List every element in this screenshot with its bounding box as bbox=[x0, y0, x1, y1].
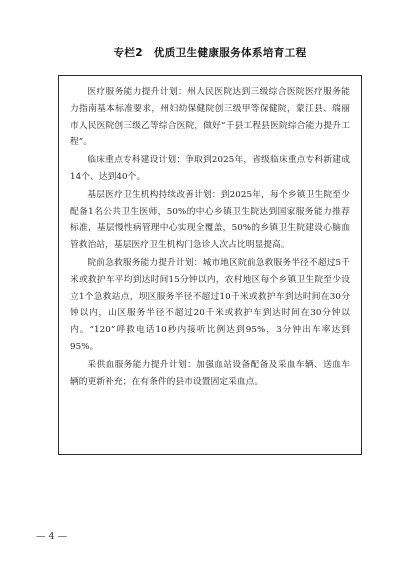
page-number: — 4 — bbox=[36, 531, 68, 542]
paragraph-pre-hospital-emergency: 院前急救服务能力提升计划：城市地区院前急救服务半径不超过5千米或救护车平均到达时间15分钟以内，农村地区每个乡镇卫生院至少设立1个急救站点，坝区服务半径不超过10千米或救护车到达时间在30分钟以内，山区服务半径不超过20千米或救护车到达时间在30分钟以内。“120”呼救电话10秒内接听比例达到95%，3分钟出车率达到95%。 bbox=[70, 257, 350, 352]
callout-box bbox=[58, 75, 362, 455]
page-title: 专栏2 优质卫生健康服务体系培育工程 bbox=[113, 47, 307, 59]
paragraph-medical-service: 医疗服务能力提升计划：州人民医院达到三级综合医院医疗服务能力指南基本标准要求，州妇幼保健院创三级甲等保健院，蒙江县、瑞丽市人民医院创三级乙等综合医院，做好“千县工程县医院综合能力提升工程”。 bbox=[70, 87, 350, 148]
paragraph-clinical-specialty: 临床重点专科建设计划：争取到2025年，省级临床重点专科新建成14个、达到40个。 bbox=[70, 155, 350, 182]
paragraph-blood-supply: 采供血服务能力提升计划：加强血站设备配备及采血车辆、送血车辆的更新补充；在有条件的县市设置固定采血点。 bbox=[70, 359, 350, 387]
paragraph-primary-care: 基层医疗卫生机构持续改善计划：到2025年，每个乡镇卫生院至少配备1名公共卫生医师，50%的中心乡镇卫生院达到国家服务能力推荐标准，基层慢性病管理中心实现全覆盖，50%的乡镇卫生院建设心脑血管救治站，基层医疗卫生机构门急诊人次占比明显提高。 bbox=[70, 189, 350, 251]
